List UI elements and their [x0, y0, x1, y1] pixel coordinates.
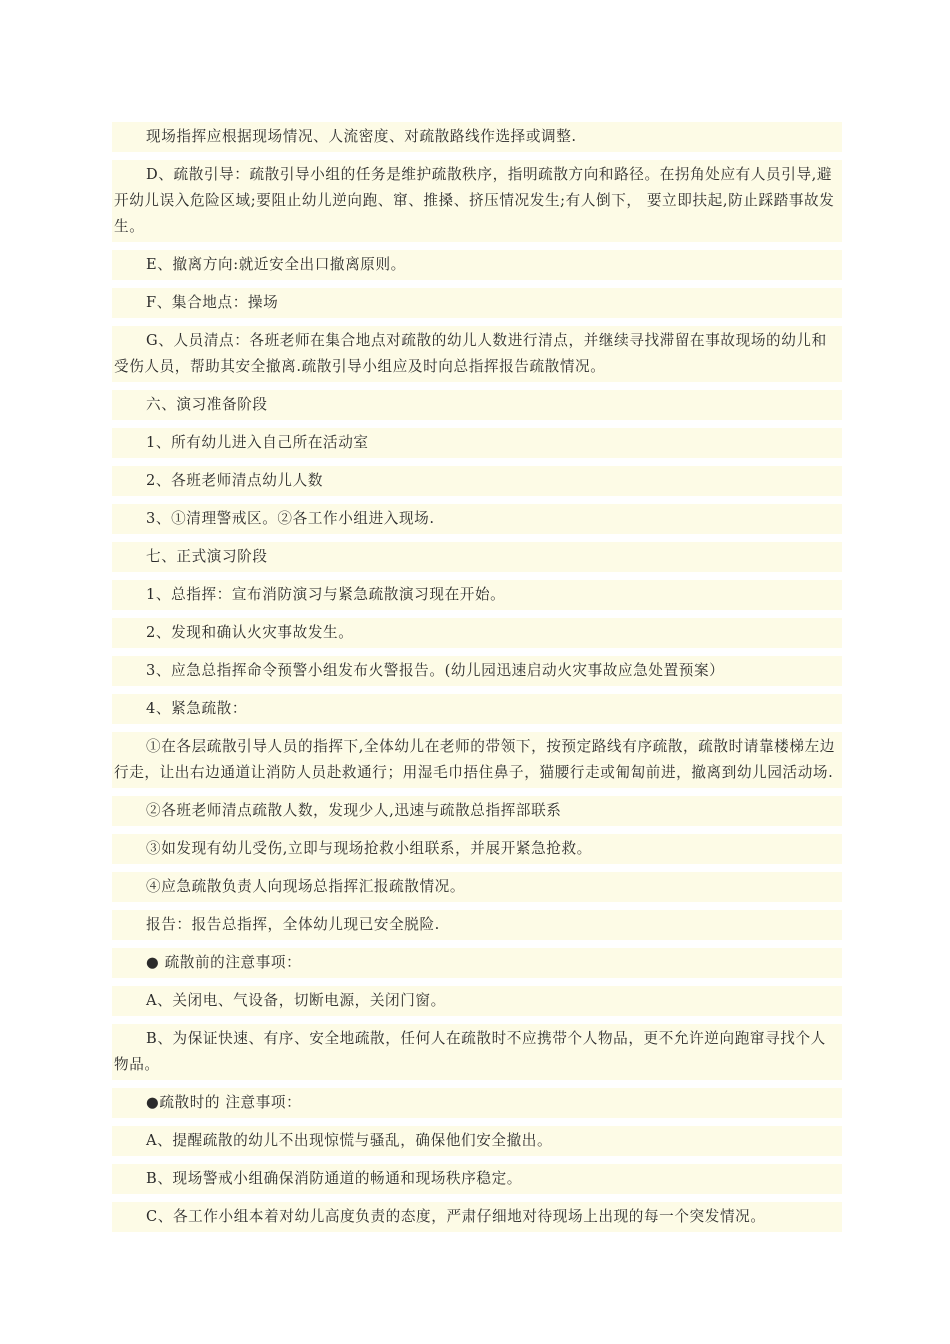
paragraph-15: ①在各层疏散引导人员的指挥下,全体幼儿在老师的带领下，按预定路线有序疏散，疏散时请靠楼梯左边行走，让出右边通道让消防人员赴救通行；用湿毛巾捂住鼻子，猫腰行走或匍匐前进，撤离到幼儿园活动场. — [112, 732, 842, 788]
paragraph-8: 2、各班老师清点幼儿人数 — [112, 466, 842, 496]
paragraph-25: B、现场警戒小组确保消防通道的畅通和现场秩序稳定。 — [112, 1164, 842, 1194]
section-heading-6: 六、演习准备阶段 — [112, 390, 842, 420]
paragraph-14: 4、紧急疏散： — [112, 694, 842, 724]
section-heading-7: 七、正式演习阶段 — [112, 542, 842, 572]
paragraph-17: ③如发现有幼儿受伤,立即与现场抢救小组联系，并展开紧急抢救。 — [112, 834, 842, 864]
paragraph-3: E、撤离方向:就近安全出口撤离原则。 — [112, 250, 842, 280]
paragraph-2: D、疏散引导：疏散引导小组的任务是维护疏散秩序，指明疏散方向和路径。在拐角处应有人员引导,避开幼儿误入危险区域;要阻止幼儿逆向跑、窜、推搡、挤压情况发生;有人倒下， 要立即扶起,防止踩踏事故发生。 — [112, 160, 842, 242]
bullet-heading-during-evacuation: ●疏散时的 注意事项： — [112, 1088, 842, 1118]
bullet-heading-before-evacuation: ● 疏散前的注意事项： — [112, 948, 842, 978]
paragraph-21: A、关闭电、气设备，切断电源，关闭门窗。 — [112, 986, 842, 1016]
paragraph-16: ②各班老师清点疏散人数，发现少人,迅速与疏散总指挥部联系 — [112, 796, 842, 826]
paragraph-1: 现场指挥应根据现场情况、人流密度、对疏散路线作选择或调整. — [112, 122, 842, 152]
document-body — [112, 122, 842, 1240]
paragraph-22: B、为保证快速、有序、安全地疏散，任何人在疏散时不应携带个人物品，更不允许逆向跑窜寻找个人物品。 — [112, 1024, 842, 1080]
paragraph-4: F、集合地点：操场 — [112, 288, 842, 318]
paragraph-13: 3、应急总指挥命令预警小组发布火警报告。(幼儿园迅速启动火灾事故应急处置预案） — [112, 656, 842, 686]
paragraph-26: C、各工作小组本着对幼儿高度负责的态度，严肃仔细地对待现场上出现的每一个突发情况。 — [112, 1202, 842, 1232]
paragraph-19: 报告：报告总指挥，全体幼儿现已安全脱险. — [112, 910, 842, 940]
paragraph-18: ④应急疏散负责人向现场总指挥汇报疏散情况。 — [112, 872, 842, 902]
paragraph-7: 1、所有幼儿进入自己所在活动室 — [112, 428, 842, 458]
paragraph-24: A、提醒疏散的幼儿不出现惊慌与骚乱，确保他们安全撤出。 — [112, 1126, 842, 1156]
paragraph-5: G、人员清点：各班老师在集合地点对疏散的幼儿人数进行清点，并继续寻找滞留在事故现场的幼儿和受伤人员，帮助其安全撤离.疏散引导小组应及时向总指挥报告疏散情况。 — [112, 326, 842, 382]
paragraph-9: 3、①清理警戒区。②各工作小组进入现场. — [112, 504, 842, 534]
paragraph-12: 2、发现和确认火灾事故发生。 — [112, 618, 842, 648]
paragraph-11: 1、总指挥：宣布消防演习与紧急疏散演习现在开始。 — [112, 580, 842, 610]
